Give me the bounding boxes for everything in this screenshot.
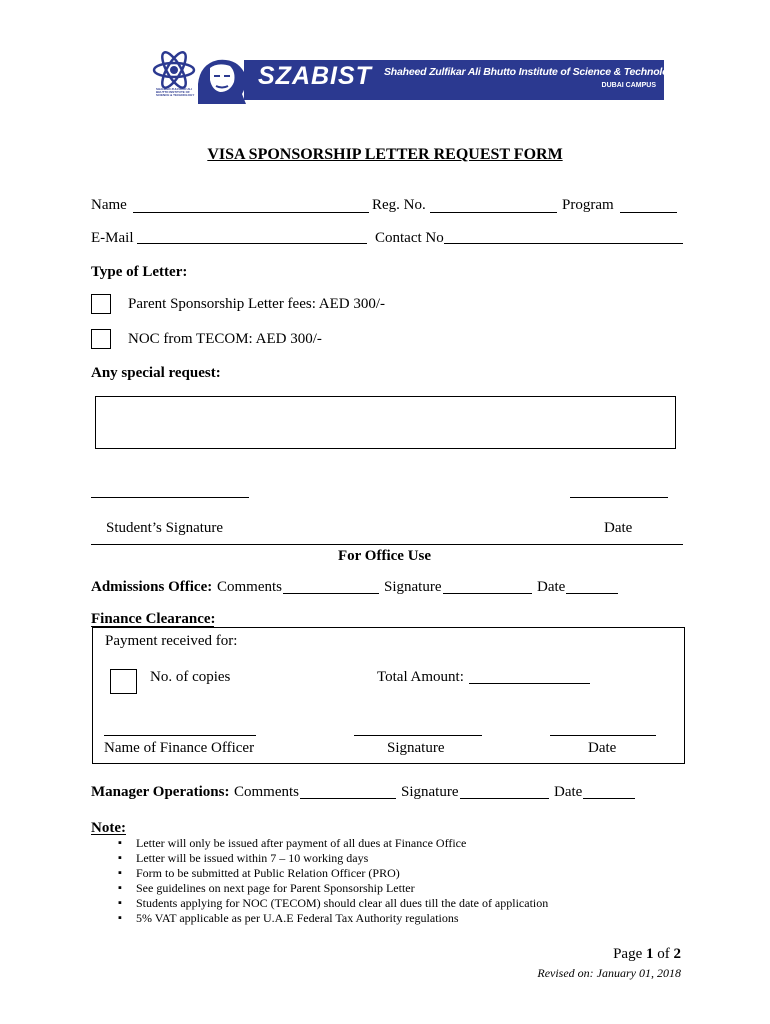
finance-clearance-heading: Finance Clearance: (91, 611, 216, 627)
program-field[interactable] (620, 212, 677, 213)
manager-signature-field[interactable] (460, 798, 549, 799)
email-label: E-Mail (91, 230, 134, 246)
finance-signature-field[interactable] (354, 735, 482, 736)
total-amount-label: Total Amount: (377, 669, 464, 685)
admissions-date-label: Date (537, 579, 566, 595)
manager-operations-label: Manager Operations: (91, 784, 230, 800)
type-of-letter-heading: Type of Letter: (91, 264, 188, 280)
note-item: ▪ 5% VAT applicable as per U.A.E Federal Tax Authority regulations (118, 911, 548, 926)
email-field[interactable] (137, 243, 367, 244)
name-label: Name (91, 197, 127, 213)
page-number (613, 946, 681, 963)
campus-label: DUBAI CAMPUS (601, 82, 656, 89)
finance-date-label: Date (588, 740, 617, 756)
notes-list (118, 836, 548, 926)
finance-signature-label: Signature (387, 740, 445, 756)
note-item: ▪ See guidelines on next page for Parent Sponsorship Letter (118, 881, 548, 896)
page-of: of (657, 946, 670, 962)
founder-portrait-image (198, 60, 246, 104)
logo-wordmark: SZABIST (258, 62, 372, 90)
name-field[interactable] (133, 212, 369, 213)
manager-date-field[interactable] (583, 798, 635, 799)
admissions-signature-label: Signature (384, 579, 442, 595)
manager-date-label: Date (554, 784, 583, 800)
page-total: 2 (673, 946, 681, 962)
note-item: ▪ Students applying for NOC (TECOM) should clear all dues till the date of application (118, 896, 548, 911)
finance-officer-name-field[interactable] (104, 735, 256, 736)
manager-comments-label: Comments (234, 784, 300, 800)
admissions-signature-field[interactable] (443, 593, 532, 594)
finance-officer-name-label: Name of Finance Officer (104, 740, 255, 756)
reg-no-field[interactable] (430, 212, 557, 213)
noc-tecom-checkbox[interactable] (91, 329, 111, 349)
parent-sponsorship-checkbox[interactable] (91, 294, 111, 314)
office-use-divider (91, 544, 683, 545)
page-word: Page (613, 946, 643, 962)
admissions-date-field[interactable] (566, 593, 618, 594)
admissions-comments-label: Comments (217, 579, 283, 595)
student-signature-field[interactable] (91, 497, 249, 498)
note-item: ▪ Letter will only be issued after payment of all dues at Finance Office (118, 836, 548, 851)
finance-date-field[interactable] (550, 735, 656, 736)
parent-sponsorship-option-label: Parent Sponsorship Letter fees: AED 300/- (128, 296, 386, 312)
note-item: ▪ Form to be submitted at Public Relation Officer (PRO) (118, 866, 548, 881)
noc-tecom-option-label: NOC from TECOM: AED 300/- (128, 331, 322, 347)
student-date-label: Date (604, 520, 633, 536)
payment-received-label: Payment received for: (105, 633, 238, 649)
note-heading: Note: (91, 820, 126, 836)
page-current: 1 (646, 946, 654, 962)
revised-date: Revised on: January 01, 2018 (537, 966, 681, 980)
manager-comments-field[interactable] (300, 798, 396, 799)
admissions-office-label: Admissions Office: (91, 579, 213, 595)
contact-field[interactable] (444, 243, 683, 244)
student-date-field[interactable] (570, 497, 668, 498)
office-use-heading: For Office Use (338, 548, 432, 564)
student-signature-label: Student’s Signature (106, 520, 224, 536)
contact-label: Contact No (375, 230, 444, 246)
note-heading-underline (91, 834, 126, 835)
program-label: Program (562, 197, 614, 213)
copies-checkbox[interactable] (110, 669, 137, 694)
form-title: VISA SPONSORSHIP LETTER REQUEST FORM (207, 146, 563, 163)
manager-signature-label: Signature (401, 784, 459, 800)
reg-no-label: Reg. No. (372, 197, 426, 213)
no-of-copies-label: No. of copies (150, 669, 231, 685)
institute-name: Shaheed Zulfikar Ali Bhutto Institute of Science & Technology (384, 66, 681, 78)
note-item: ▪ Letter will be issued within 7 – 10 working days (118, 851, 548, 866)
admissions-comments-field[interactable] (283, 593, 379, 594)
total-amount-field[interactable] (469, 683, 590, 684)
special-request-label: Any special request: (91, 365, 221, 381)
special-request-textarea[interactable] (95, 396, 676, 449)
seal-text: SHAHEED ZULFIKAR ALI BHUTTO INSTITUTE OF SCIENCE & TECHNOLOGY (156, 87, 195, 97)
szabist-logo-banner (152, 50, 681, 104)
